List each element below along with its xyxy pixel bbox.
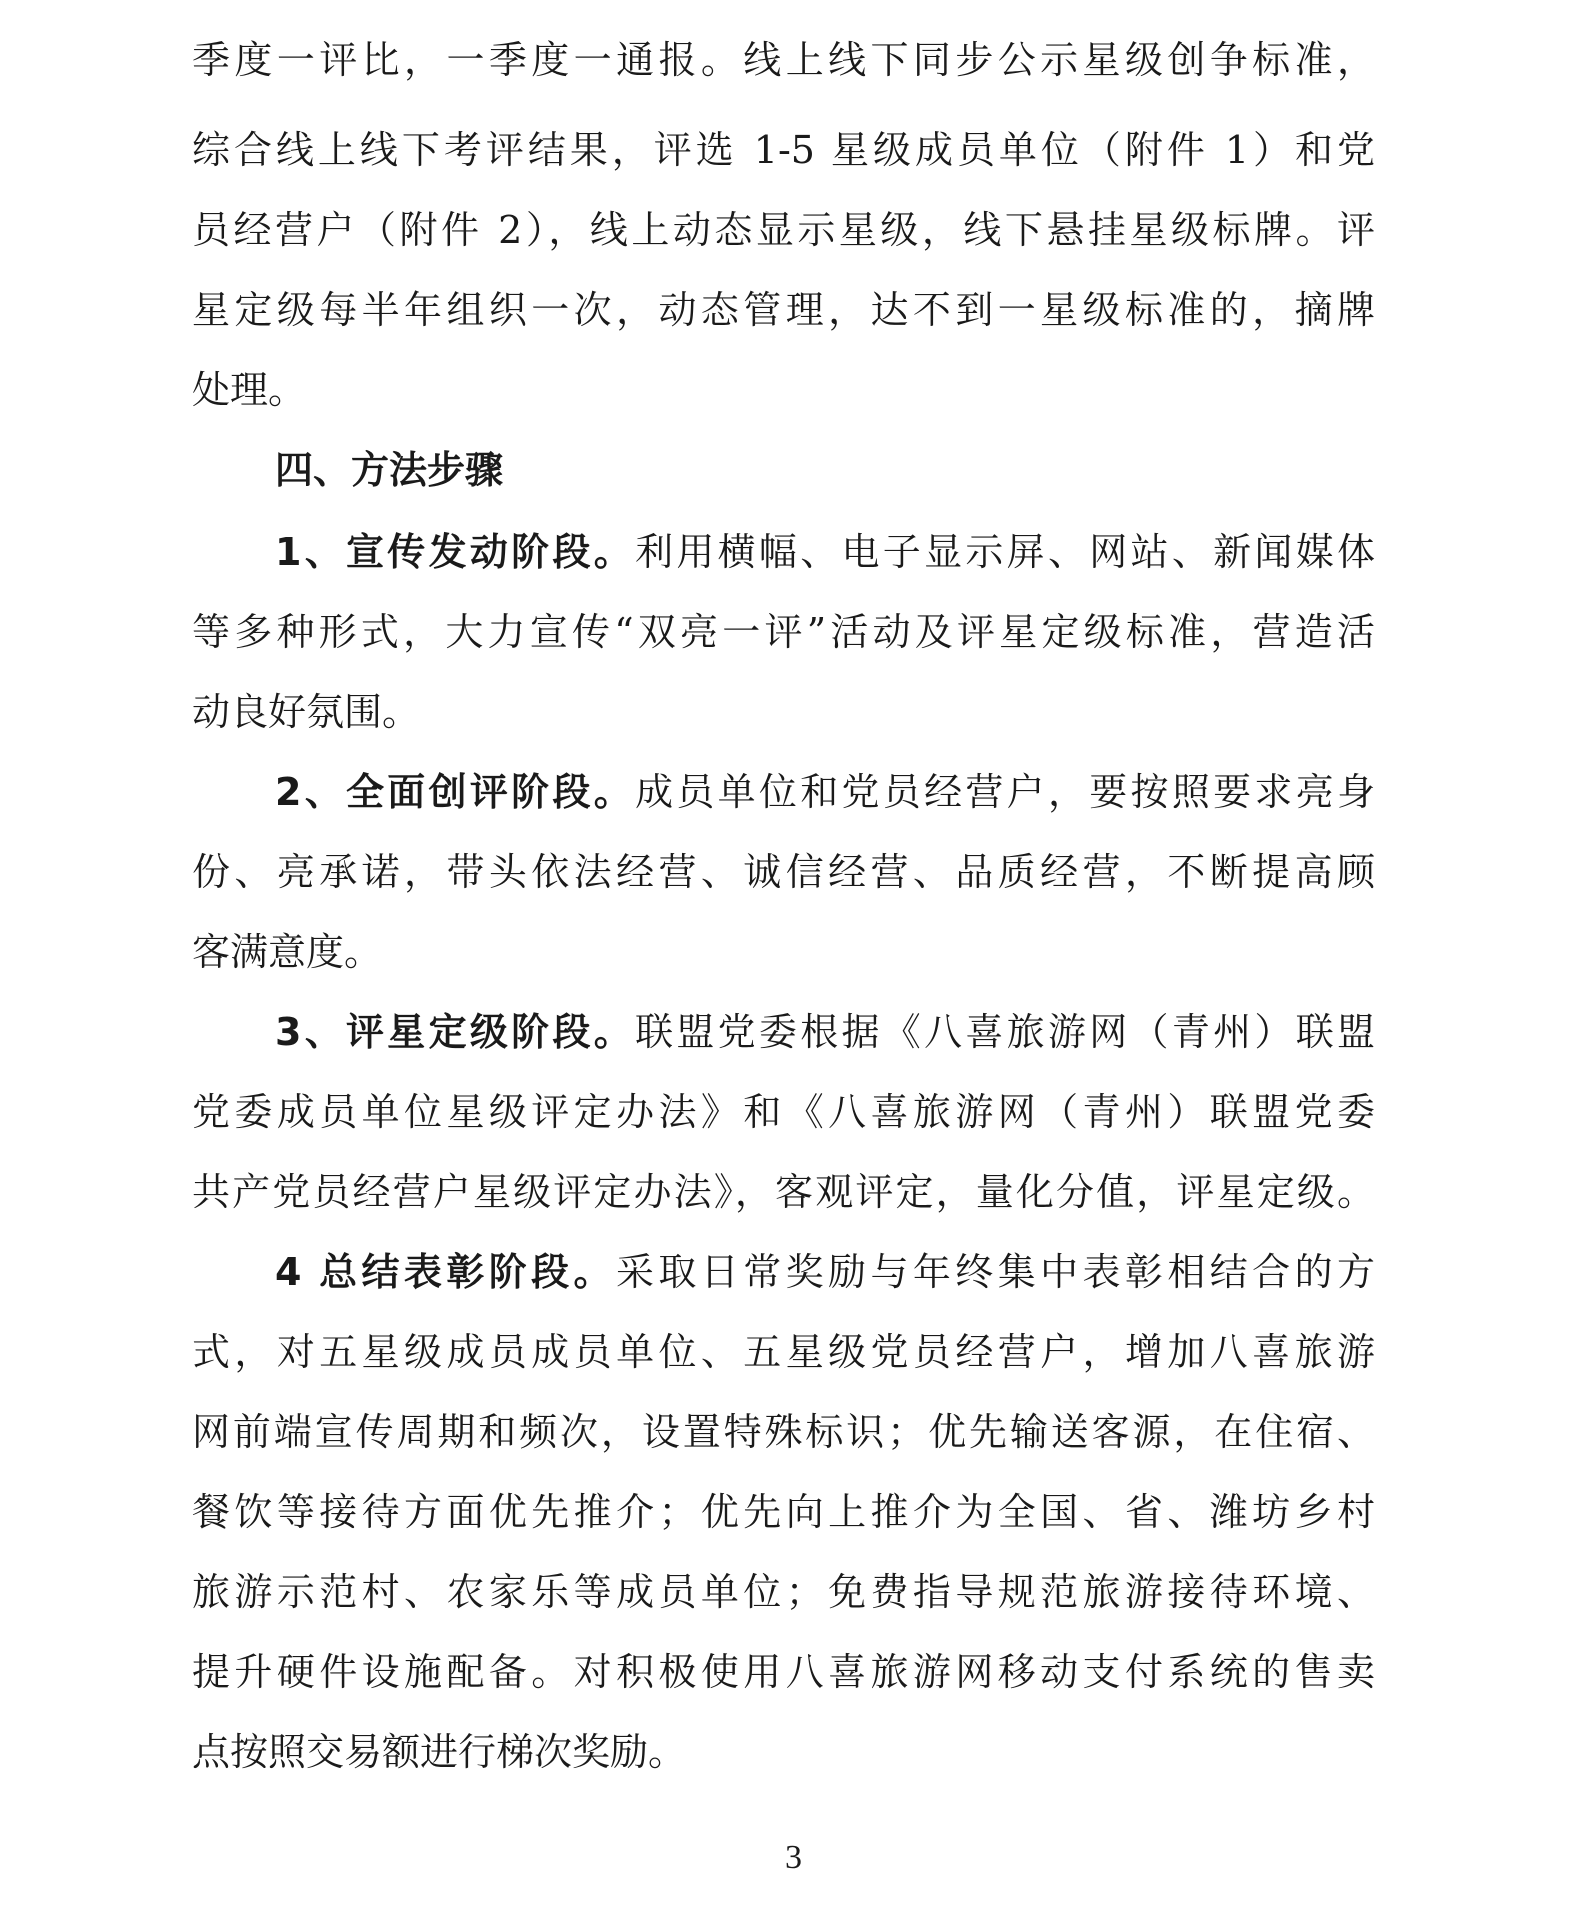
body-text-line: 季度一评比，一季度一通报。线上线下同步公示星级创争标准， xyxy=(192,38,1375,82)
step-title: 2、全面创评阶段。 xyxy=(275,770,636,814)
body-text-line: 旅游示范村、农家乐等成员单位；免费指导规范旅游接待环境、 xyxy=(192,1570,1375,1614)
body-text-line: 份、亮承诺，带头依法经营、诚信经营、品质经营，不断提高顾 xyxy=(192,850,1375,894)
section-heading: 四、方法步骤 xyxy=(275,448,504,492)
body-text-line: 动良好氛围。 xyxy=(192,690,421,734)
body-text-line: 等多种形式，大力宣传“双亮一评”活动及评星定级标准，营造活 xyxy=(192,610,1375,654)
body-text-line: 员经营户（附件 2），线上动态显示星级，线下悬挂星级标牌。评 xyxy=(192,208,1375,252)
body-text-line: 客满意度。 xyxy=(192,930,383,974)
step-text: 采取日常奖励与年终集中表彰相结合的方 xyxy=(615,1250,1375,1294)
step-first-line xyxy=(275,1008,1375,1056)
body-text-line: 式，对五星级成员成员单位、五星级党员经营户，增加八喜旅游 xyxy=(192,1330,1375,1374)
step-title: 4 总结表彰阶段。 xyxy=(275,1250,616,1294)
step-text: 成员单位和党员经营户，要按照要求亮身 xyxy=(635,770,1375,814)
step-first-line xyxy=(275,528,1375,576)
body-text-line: 处理。 xyxy=(192,368,307,412)
page-number: 3 xyxy=(785,1839,802,1876)
body-text-line: 点按照交易额进行梯次奖励。 xyxy=(192,1730,687,1774)
body-text-line: 党委成员单位星级评定办法》和《八喜旅游网（青州）联盟党委 xyxy=(192,1090,1375,1134)
body-text-line: 网前端宣传周期和频次，设置特殊标识；优先输送客源，在住宿、 xyxy=(192,1410,1375,1454)
body-text-line: 提升硬件设施配备。对积极使用八喜旅游网移动支付系统的售卖 xyxy=(192,1650,1375,1694)
body-text-line: 综合线上线下考评结果，评选 1-5 星级成员单位（附件 1）和党 xyxy=(192,128,1375,172)
step-first-line xyxy=(275,1248,1375,1296)
step-title: 1、宣传发动阶段。 xyxy=(275,530,636,574)
body-text-line: 餐饮等接待方面优先推介；优先向上推介为全国、省、潍坊乡村 xyxy=(192,1490,1375,1534)
step-first-line xyxy=(275,768,1375,816)
step-text: 利用横幅、电子显示屏、网站、新闻媒体 xyxy=(635,530,1375,574)
body-text-line: 星定级每半年组织一次，动态管理，达不到一星级标准的，摘牌 xyxy=(192,288,1375,332)
step-title: 3、评星定级阶段。 xyxy=(275,1010,636,1054)
body-text-line: 共产党员经营户星级评定办法》，客观评定，量化分值，评星定级。 xyxy=(192,1170,1375,1214)
step-text: 联盟党委根据《八喜旅游网（青州）联盟 xyxy=(635,1010,1375,1054)
